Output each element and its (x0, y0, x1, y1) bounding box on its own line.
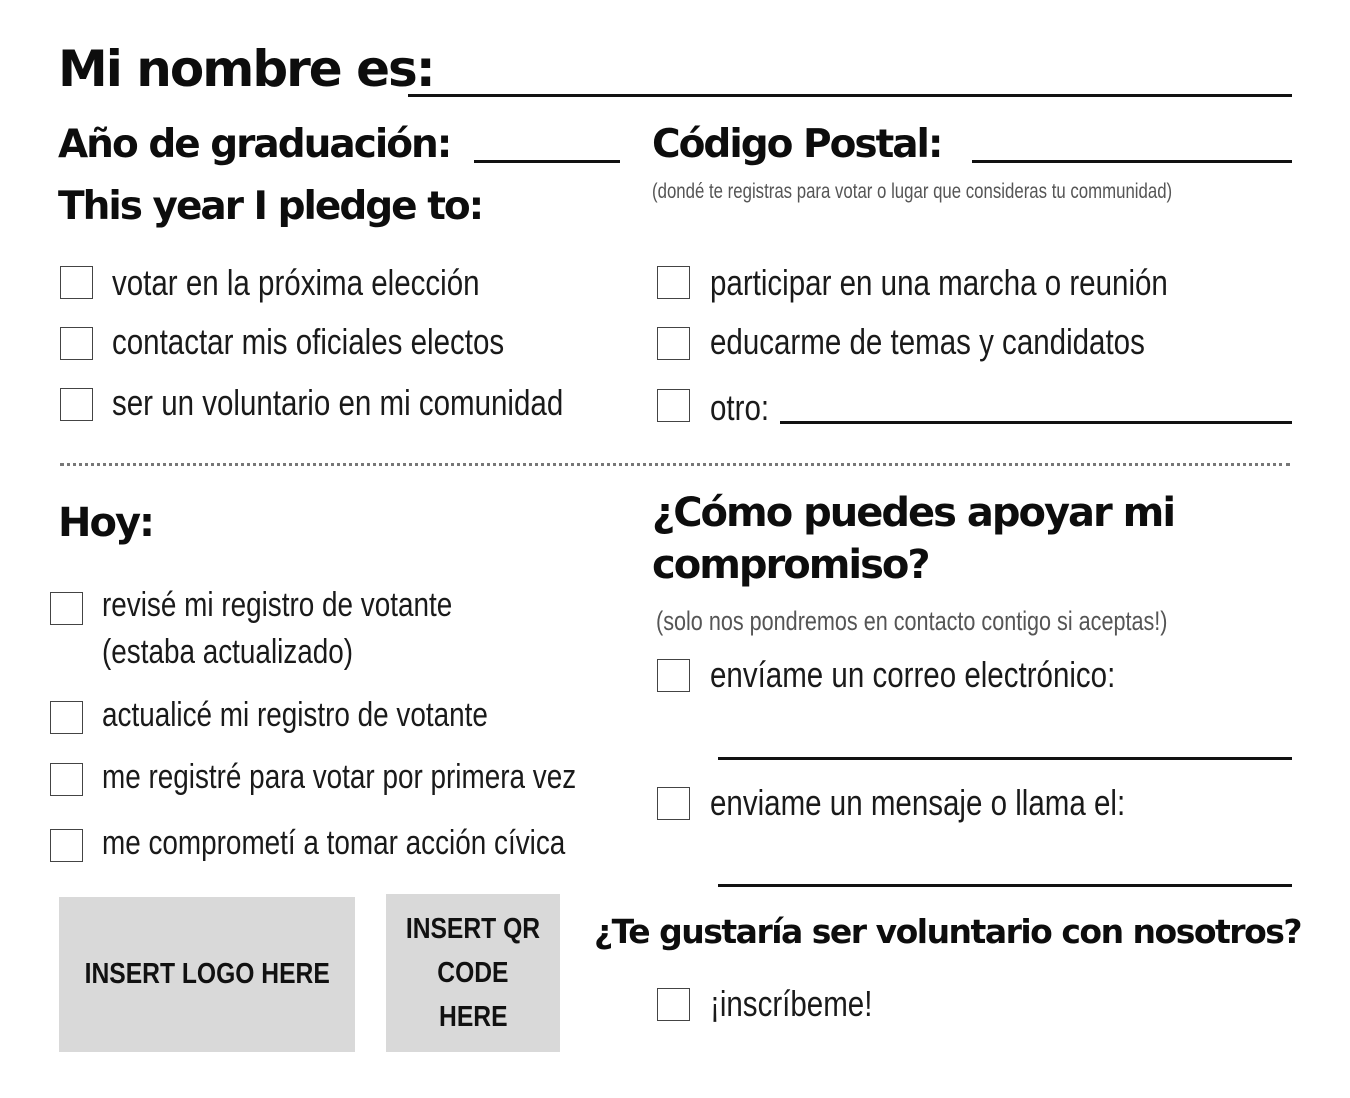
support-email-field[interactable] (718, 757, 1292, 760)
pledge-contact-officials-checkbox[interactable] (60, 327, 93, 360)
pledge-vote-checkbox[interactable] (60, 266, 93, 299)
pledge-educate-label: educarme de temas y candidatos (710, 321, 1145, 362)
zip-note: (dondé te registras para votar o lugar que consideras tu communidad) (652, 180, 1173, 203)
pledge-educate-checkbox[interactable] (657, 327, 690, 360)
pledge-other-label: otro: (710, 387, 770, 428)
support-phone-label: enviame un mensaje o llama el: (710, 782, 1126, 823)
pledge-volunteer-checkbox[interactable] (60, 388, 93, 421)
qr-placeholder-line2: CODE (437, 957, 509, 989)
name-field[interactable] (408, 94, 1292, 97)
support-phone-checkbox[interactable] (657, 787, 690, 820)
zip-label: Código Postal: (652, 122, 942, 167)
logo-placeholder-text: INSERT LOGO HERE (84, 958, 330, 990)
volunteer-signup-checkbox[interactable] (657, 988, 690, 1021)
today-updated-registration-label: actualicé mi registro de votante (102, 696, 488, 734)
pledge-volunteer-label: ser un voluntario en mi comunidad (112, 382, 564, 423)
support-phone-field[interactable] (718, 884, 1292, 887)
section-divider (60, 463, 1290, 466)
logo-placeholder (59, 897, 355, 1052)
qr-code-placeholder (386, 894, 560, 1052)
pledge-contact-officials-label: contactar mis oficiales electos (112, 321, 505, 362)
today-first-registration-label: me registré para votar por primera vez (102, 758, 577, 796)
today-first-registration-checkbox[interactable] (50, 763, 83, 796)
pledge-march-label: participar en una marcha o reunión (710, 262, 1168, 303)
today-title: Hoy: (58, 500, 154, 546)
pledge-other-checkbox[interactable] (657, 389, 690, 422)
today-civic-action-label: me comprometí a tomar acción cívica (102, 824, 566, 862)
grad-year-label: Año de graduación: (58, 122, 451, 167)
pledge-title: This year I pledge to: (58, 184, 483, 229)
name-label: Mi nombre es: (58, 40, 434, 98)
today-checked-registration-label: revisé mi registro de votante (102, 586, 453, 624)
support-email-checkbox[interactable] (657, 659, 690, 692)
today-checked-registration-checkbox[interactable] (50, 592, 83, 625)
qr-placeholder-line3: HERE (438, 1001, 508, 1033)
pledge-march-checkbox[interactable] (657, 266, 690, 299)
volunteer-signup-label: ¡inscríbeme! (710, 983, 873, 1024)
support-title-line2: compromiso? (652, 542, 929, 588)
support-note: (solo nos pondremos en contacto contigo si aceptas!) (656, 606, 1168, 636)
today-civic-action-checkbox[interactable] (50, 829, 83, 862)
zip-field[interactable] (972, 160, 1292, 163)
today-updated-registration-checkbox[interactable] (50, 701, 83, 734)
support-title-line1: ¿Cómo puedes apoyar mi (652, 490, 1175, 536)
pledge-other-field[interactable] (780, 421, 1292, 424)
qr-placeholder-line1: INSERT QR (405, 913, 541, 945)
today-checked-registration-sublabel: (estaba actualizado) (102, 633, 354, 671)
pledge-vote-label: votar en la próxima elección (112, 262, 480, 303)
volunteer-title: ¿Te gustaría ser voluntario con nosotros? (594, 912, 1302, 951)
support-email-label: envíame un correo electrónico: (710, 654, 1116, 695)
grad-year-field[interactable] (474, 160, 620, 163)
